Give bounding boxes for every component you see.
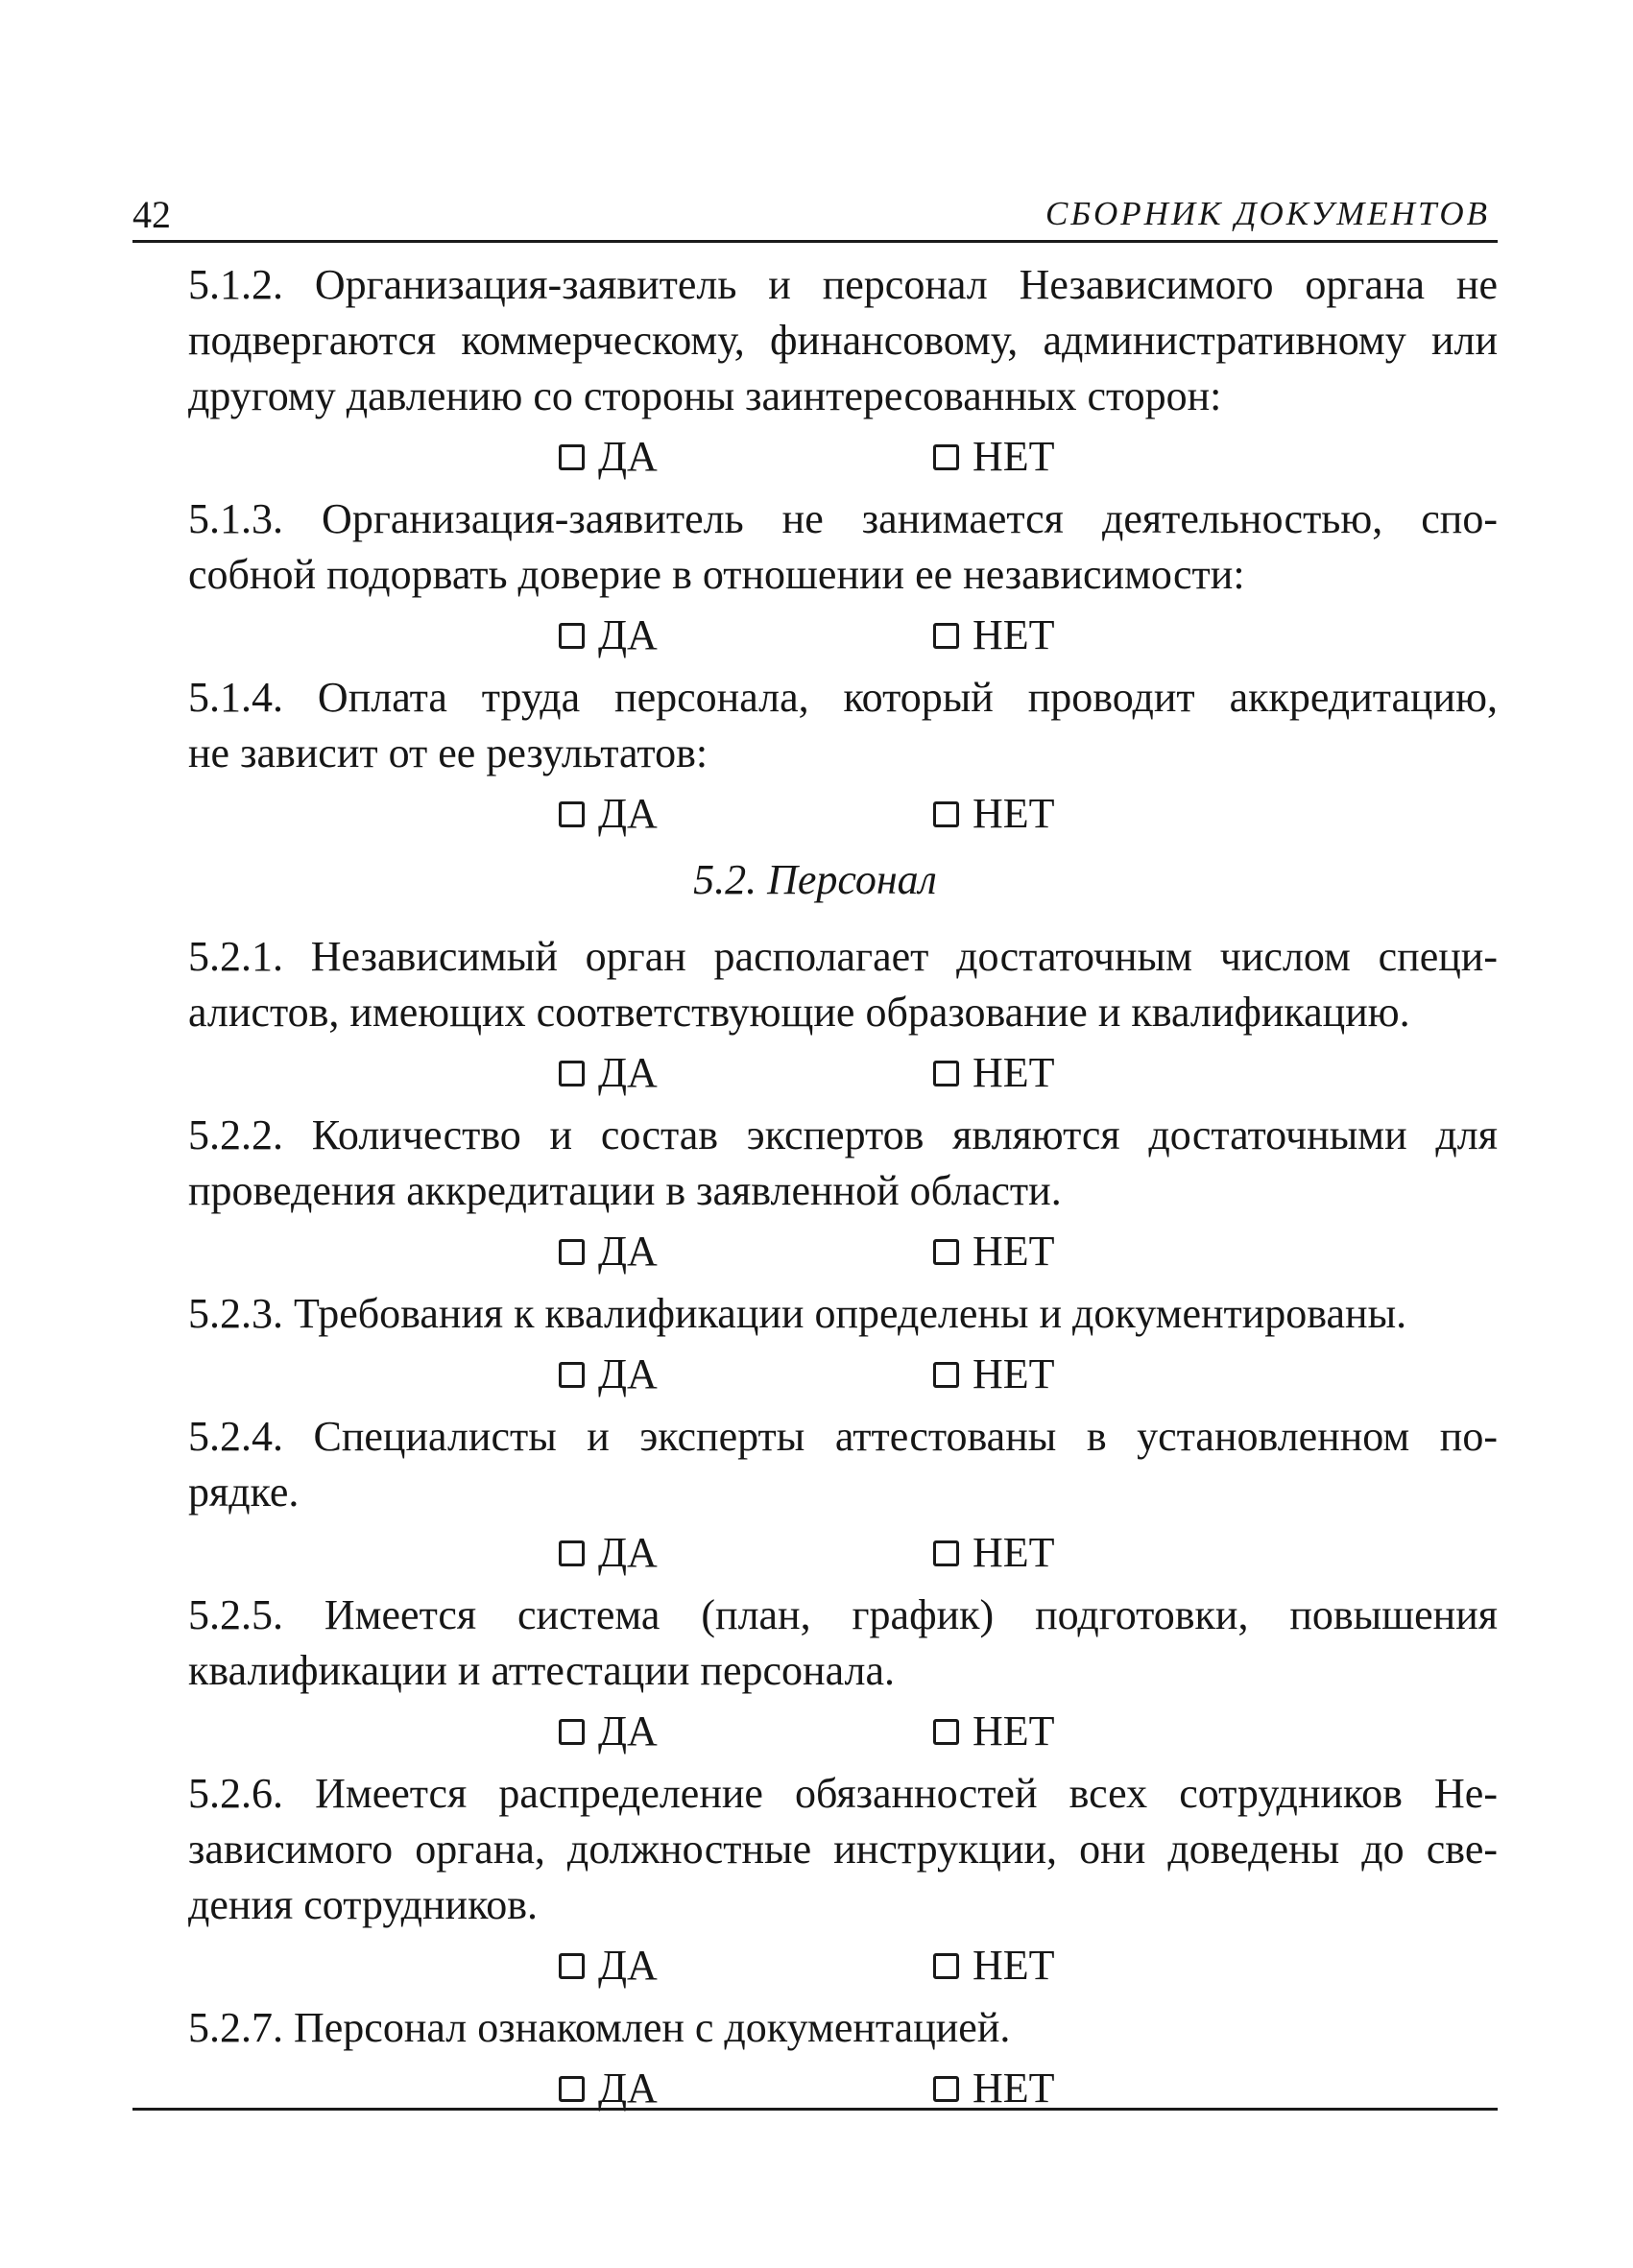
yes-label: ДА <box>598 1942 658 1989</box>
no-label: НЕТ <box>973 1228 1055 1275</box>
yes-option[interactable] <box>559 1703 658 1760</box>
checkbox-icon[interactable] <box>559 1239 585 1265</box>
yes-label: ДА <box>598 790 658 837</box>
text-line: 5.2.5. Имеется система (план, график) подготовки, повышения <box>188 1591 1498 1638</box>
yes-label: ДА <box>598 1049 658 1096</box>
text-line: квалификации и аттестации персонала. <box>188 1647 895 1694</box>
question-5-2-6 <box>132 1766 1498 1933</box>
yes-label: ДА <box>598 611 658 658</box>
question-5-1-4 <box>132 670 1498 781</box>
checkbox-icon[interactable] <box>933 1061 959 1086</box>
no-option[interactable] <box>933 428 1055 486</box>
running-title: СБОРНИК ДОКУМЕНТОВ <box>1045 195 1490 232</box>
checkbox-icon[interactable] <box>559 1061 585 1086</box>
answer-row <box>132 428 1498 486</box>
no-option[interactable] <box>933 1044 1055 1102</box>
text-line: алистов, имеющих соответствующие образование и квалификацию. <box>188 989 1410 1036</box>
checkbox-icon[interactable] <box>559 1362 585 1388</box>
no-option[interactable] <box>933 1524 1055 1582</box>
checkbox-icon[interactable] <box>933 1719 959 1745</box>
text-line: 5.2.3. Требования к квалификации определены и документированы. <box>188 1290 1407 1337</box>
answer-row <box>132 607 1498 664</box>
no-label: НЕТ <box>973 2065 1055 2112</box>
no-label: НЕТ <box>973 1942 1055 1989</box>
question-5-1-3 <box>132 491 1498 603</box>
checkbox-icon[interactable] <box>559 801 585 827</box>
text-line: 5.1.3. Организация-заявитель не занимается деятельностью, спо- <box>188 495 1498 542</box>
answer-row <box>132 1223 1498 1280</box>
no-label: НЕТ <box>973 1707 1055 1755</box>
question-5-2-4 <box>132 1409 1498 1520</box>
yes-label: ДА <box>598 1529 658 1576</box>
no-option[interactable] <box>933 1937 1055 1994</box>
answer-row <box>132 1346 1498 1403</box>
answer-row <box>132 1044 1498 1102</box>
checkbox-icon[interactable] <box>933 1540 959 1566</box>
question-5-2-1 <box>132 929 1498 1040</box>
yes-option[interactable] <box>559 428 658 486</box>
yes-option[interactable] <box>559 1346 658 1403</box>
yes-option[interactable] <box>559 607 658 664</box>
checkbox-icon[interactable] <box>559 623 585 649</box>
checkbox-icon[interactable] <box>559 1540 585 1566</box>
checkbox-icon[interactable] <box>933 2076 959 2102</box>
question-5-2-5 <box>132 1588 1498 1699</box>
checkbox-icon[interactable] <box>933 801 959 827</box>
text-line: зависимого органа, должностные инструкции, они доведены до све- <box>188 1826 1498 1873</box>
checkbox-icon[interactable] <box>559 444 585 470</box>
answer-row <box>132 1937 1498 1994</box>
no-label: НЕТ <box>973 790 1055 837</box>
yes-option[interactable] <box>559 1223 658 1280</box>
no-option[interactable] <box>933 1703 1055 1760</box>
yes-label: ДА <box>598 2065 658 2112</box>
answer-row <box>132 785 1498 843</box>
page-number: 42 <box>132 193 171 236</box>
text-line: другому давлению со стороны заинтересованных сторон: <box>188 372 1222 419</box>
answer-row <box>132 1703 1498 1760</box>
section-title: 5.2. Персонал <box>693 856 937 903</box>
yes-label: ДА <box>598 1350 658 1397</box>
checkbox-icon[interactable] <box>933 444 959 470</box>
yes-label: ДА <box>598 1707 658 1755</box>
answer-row <box>132 1524 1498 1582</box>
yes-option[interactable] <box>559 1937 658 1994</box>
text-line: 5.2.6. Имеется распределение обязанностей всех сотрудников Не- <box>188 1770 1498 1817</box>
text-line: 5.2.1. Независимый орган располагает достаточным числом специ- <box>188 933 1498 980</box>
document-body <box>132 257 1498 2123</box>
checkbox-icon[interactable] <box>933 623 959 649</box>
no-label: НЕТ <box>973 433 1055 480</box>
question-5-1-2 <box>132 257 1498 424</box>
yes-label: ДА <box>598 433 658 480</box>
text-line: 5.1.4. Оплата труда персонала, который проводит аккредитацию, <box>188 674 1498 721</box>
text-line: дения сотрудников. <box>188 1881 539 1928</box>
no-label: НЕТ <box>973 611 1055 658</box>
checkbox-icon[interactable] <box>559 1953 585 1979</box>
question-5-2-2 <box>132 1108 1498 1219</box>
yes-option[interactable] <box>559 1044 658 1102</box>
text-line: 5.2.7. Персонал ознакомлен с документацией. <box>188 2004 1011 2051</box>
text-line: проведения аккредитации в заявленной области. <box>188 1167 1062 1214</box>
text-line: 5.1.2. Организация-заявитель и персонал Независимого органа не <box>188 261 1498 308</box>
yes-option[interactable] <box>559 1524 658 1582</box>
yes-label: ДА <box>598 1228 658 1275</box>
checkbox-icon[interactable] <box>933 1239 959 1265</box>
checkbox-icon[interactable] <box>933 1362 959 1388</box>
no-option[interactable] <box>933 1346 1055 1403</box>
text-line: подвергаются коммерческому, финансовому, административному или <box>188 317 1498 364</box>
checkbox-icon[interactable] <box>933 1953 959 1979</box>
no-option[interactable] <box>933 607 1055 664</box>
question-5-2-7 <box>132 2000 1498 2056</box>
text-line: собной подорвать доверие в отношении ее независимости: <box>188 551 1245 598</box>
no-option[interactable] <box>933 785 1055 843</box>
text-line: рядке. <box>188 1468 300 1516</box>
question-5-2-3 <box>132 1286 1498 1342</box>
page-header <box>132 180 1498 243</box>
no-option[interactable] <box>933 1223 1055 1280</box>
checkbox-icon[interactable] <box>559 1719 585 1745</box>
text-line: 5.2.4. Специалисты и эксперты аттестованы в установленном по- <box>188 1413 1498 1460</box>
no-label: НЕТ <box>973 1350 1055 1397</box>
no-label: НЕТ <box>973 1049 1055 1096</box>
checkbox-icon[interactable] <box>559 2076 585 2102</box>
footer-divider <box>132 2108 1498 2111</box>
no-label: НЕТ <box>973 1529 1055 1576</box>
text-line: 5.2.2. Количество и состав экспертов являются достаточными для <box>188 1111 1498 1158</box>
text-line: не зависит от ее результатов: <box>188 729 708 776</box>
yes-option[interactable] <box>559 785 658 843</box>
